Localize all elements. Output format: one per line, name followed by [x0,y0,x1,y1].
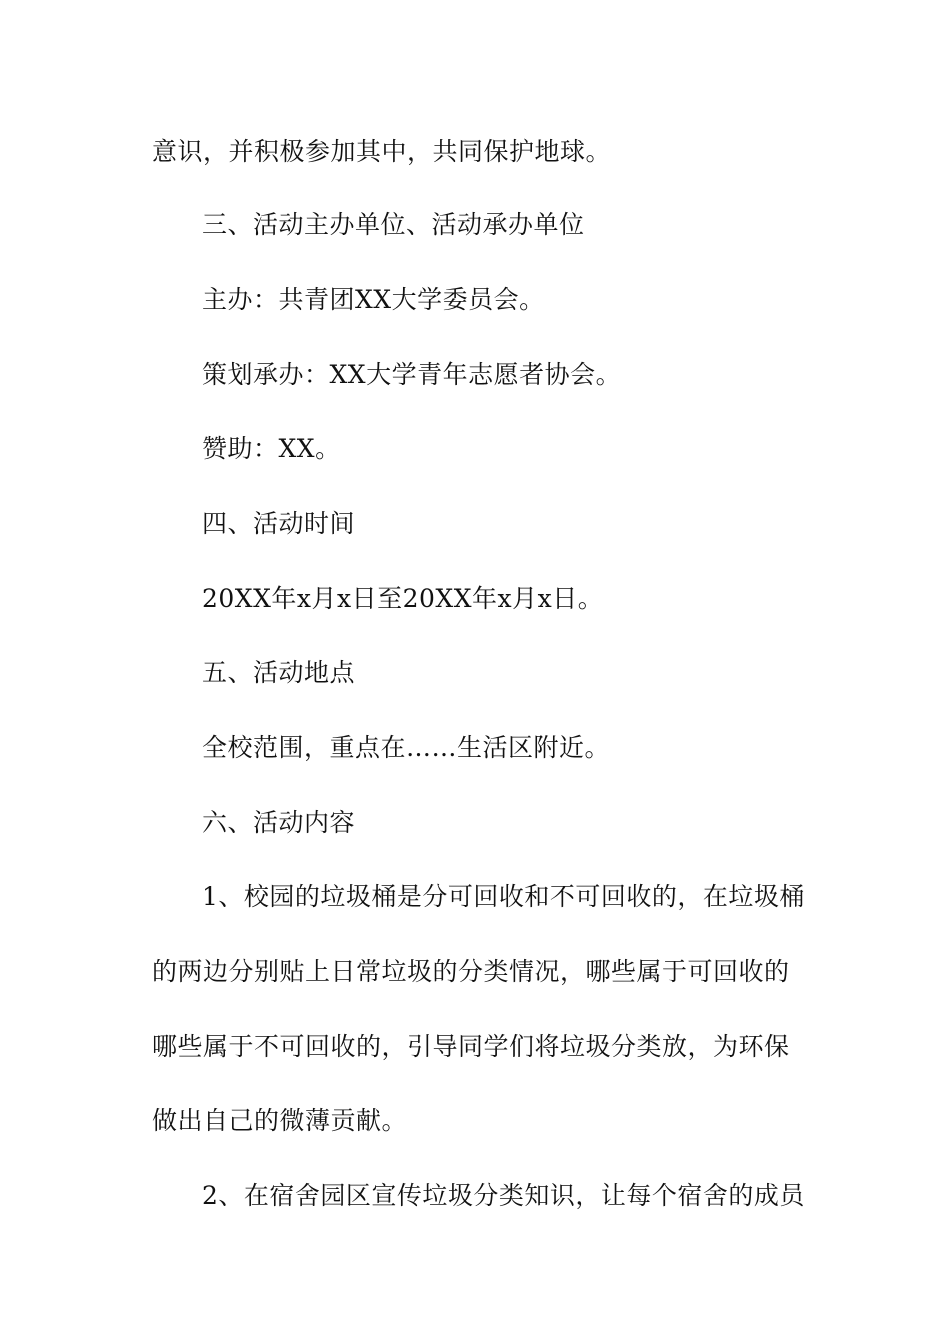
content-item-1-line-1: 1、校园的垃圾桶是分可回收和不可回收的，在垃圾桶 [202,882,805,911]
content-item-2-line-1: 2、在宿舍园区宣传垃圾分类知识，让每个宿舍的成员 [202,1181,805,1210]
organizer-line: 策划承办：XX大学青年志愿者协会。 [202,360,622,389]
section-heading-content: 六、活动内容 [202,808,356,837]
location-line: 全校范围，重点在……生活区附近。 [202,733,611,762]
content-item-1-line-4: 做出自己的微薄贡献。 [152,1106,408,1135]
paragraph-line-1: 意识，并积极参加其中，共同保护地球。 [152,137,612,166]
section-heading-location: 五、活动地点 [202,658,356,687]
content-item-1-line-3: 哪些属于不可回收的，引导同学们将垃圾分类放，为环保 [152,1032,790,1061]
section-heading-time: 四、活动时间 [202,509,356,538]
sponsor-line: 赞助：XX。 [202,434,341,463]
time-line: 20XX年x月x日至20XX年x月x日。 [202,584,604,613]
section-heading-organizers: 三、活动主办单位、活动承办单位 [202,210,585,239]
host-line: 主办：共青团XX大学委员会。 [202,285,545,314]
content-item-1-line-2: 的两边分别贴上日常垃圾的分类情况，哪些属于可回收的 [152,957,790,986]
